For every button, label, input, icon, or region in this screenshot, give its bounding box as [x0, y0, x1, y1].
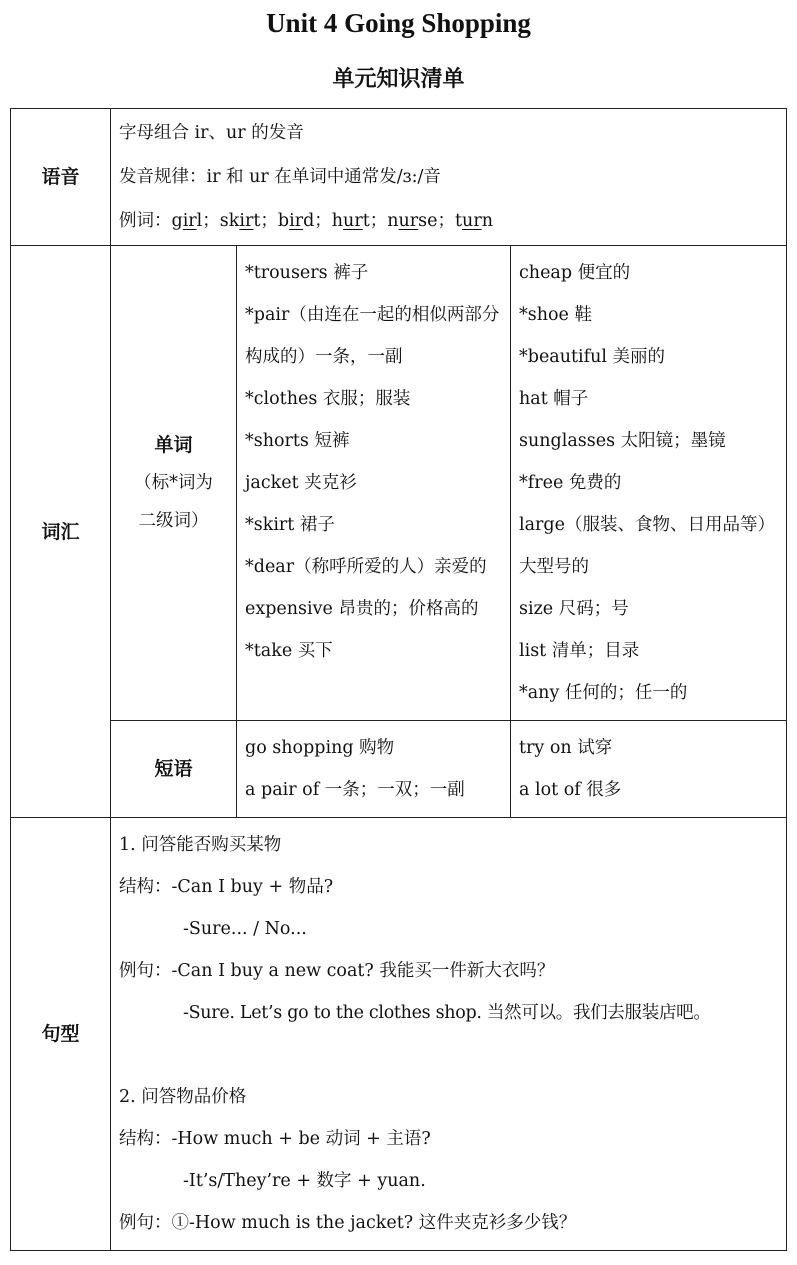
pattern-2-structure-answer: -It’s/They’re + 数字 + yuan. [183, 1171, 426, 1191]
phrase-item: try on 试穿 [519, 738, 613, 758]
vocab-item: large（服装、食物、日用品等）大型号的 [519, 515, 775, 577]
vocab-item: *dear（称呼所爱的人）亲爱的 [245, 557, 487, 577]
pattern-2-title: 2. 问答物品价格 [119, 1087, 247, 1107]
pronunciation-examples [119, 199, 778, 243]
sentences-row [11, 818, 787, 1251]
underlined-sound: ur [398, 211, 419, 231]
vocab-item: *shoe 鞋 [519, 305, 592, 325]
rule-label: 发音规律： [119, 167, 207, 187]
structure-label: 结构： [119, 1129, 172, 1149]
phrase-item: a pair of 一条；一双；一副 [245, 780, 465, 800]
example-label: 例词： [119, 211, 172, 231]
underlined-sound: ir [239, 211, 254, 231]
example-word: bird [277, 211, 315, 231]
example-words: girl；skirt；bird；hurt；nurse；turn [171, 211, 493, 231]
vocab-item: expensive 昂贵的；价格高的 [245, 599, 479, 619]
vocab-item: *free 免费的 [519, 473, 622, 493]
example-word: girl [171, 211, 203, 231]
example-label: 例句： [119, 961, 172, 981]
vocab-item: *beautiful 美丽的 [519, 347, 666, 367]
underlined-sound: ur [462, 211, 482, 231]
page-title: Unit 4 Going Shopping [266, 8, 531, 38]
phrase-item: a lot of 很多 [519, 780, 622, 800]
phrases-subhead-cell [111, 721, 237, 818]
pattern-gap [119, 1034, 778, 1076]
pronunciation-head: 语音 [11, 109, 111, 246]
example-word: turn [455, 211, 493, 231]
example-question: ①-How much is the jacket? 这件夹克衫多少钱？ [171, 1213, 577, 1233]
pronunciation-intro: 字母组合 ir、ur 的发音 [119, 123, 304, 143]
phrases-column-2 [511, 721, 787, 818]
underlined-sound: ur [343, 211, 363, 231]
vocab-item: *pair（由连在一起的相似两部分构成的）一条，一副 [245, 305, 500, 367]
vocab-item: *clothes 衣服；服装 [245, 389, 411, 409]
phrases-column-1 [237, 721, 511, 818]
words-note-line2: 二级词） [138, 511, 209, 531]
vocab-item: *skirt 裙子 [245, 515, 335, 535]
sentences-content [111, 818, 787, 1251]
words-column-1 [237, 246, 511, 721]
example-word: hurt [331, 211, 370, 231]
vocab-words-row [11, 246, 787, 721]
structure-question: -Can I buy + 物品? [171, 877, 334, 897]
example-question: -Can I buy a new coat? 我能买一件新大衣吗？ [171, 961, 555, 981]
pattern-1-example-answer: -Sure. Let’s go to the clothes shop. 当然可以。我们去服装店吧。 [183, 1003, 711, 1023]
vocab-item: *any 任何的；任一的 [519, 683, 688, 703]
pattern-1-structure-answer: -Sure... / No... [183, 919, 307, 939]
vocab-item: list 清单；目录 [519, 641, 640, 661]
vocab-item: *shorts 短裤 [245, 431, 350, 451]
vocab-item: size 尺码；号 [519, 599, 629, 619]
vocab-phrases-row [11, 721, 787, 818]
pattern-1-title: 1. 问答能否购买某物 [119, 835, 282, 855]
rule-text: ir 和 ur 在单词中通常发/ɜ:/音 [206, 167, 441, 187]
words-subhead: 单词 [154, 434, 193, 456]
example-word: nurse [387, 211, 438, 231]
pattern-1-structure [119, 866, 778, 908]
vocab-item: sunglasses 太阳镜；墨镜 [519, 431, 726, 451]
vocab-item: hat 帽子 [519, 389, 589, 409]
sentences-head: 句型 [11, 818, 111, 1251]
pronunciation-rule [119, 155, 778, 199]
underlined-sound: ir [289, 211, 304, 231]
pronunciation-row [11, 109, 787, 246]
pattern-2-example [119, 1202, 778, 1244]
pattern-2-structure [119, 1118, 778, 1160]
structure-label: 结构： [119, 877, 172, 897]
vocab-item: cheap 便宜的 [519, 263, 631, 283]
phrase-item: go shopping 购物 [245, 738, 395, 758]
vocab-item: *take 买下 [245, 641, 333, 661]
page-subtitle: 单元知识清单 [332, 67, 465, 92]
knowledge-table [10, 108, 787, 1251]
vocab-item: *trousers 裤子 [245, 263, 369, 283]
phrases-subhead: 短语 [154, 758, 193, 780]
pattern-1-example [119, 950, 778, 992]
vocab-item: jacket 夹克衫 [245, 473, 357, 493]
words-column-2 [511, 246, 787, 721]
example-word: skirt [219, 211, 261, 231]
words-subhead-cell [111, 246, 237, 721]
vocab-head: 词汇 [11, 246, 111, 818]
example-label: 例句： [119, 1213, 172, 1233]
underlined-sound: ir [182, 211, 197, 231]
words-note-line1: （标*词为 [134, 473, 213, 493]
pronunciation-content [111, 109, 787, 246]
structure-question: -How much + be 动词 + 主语? [171, 1129, 431, 1149]
